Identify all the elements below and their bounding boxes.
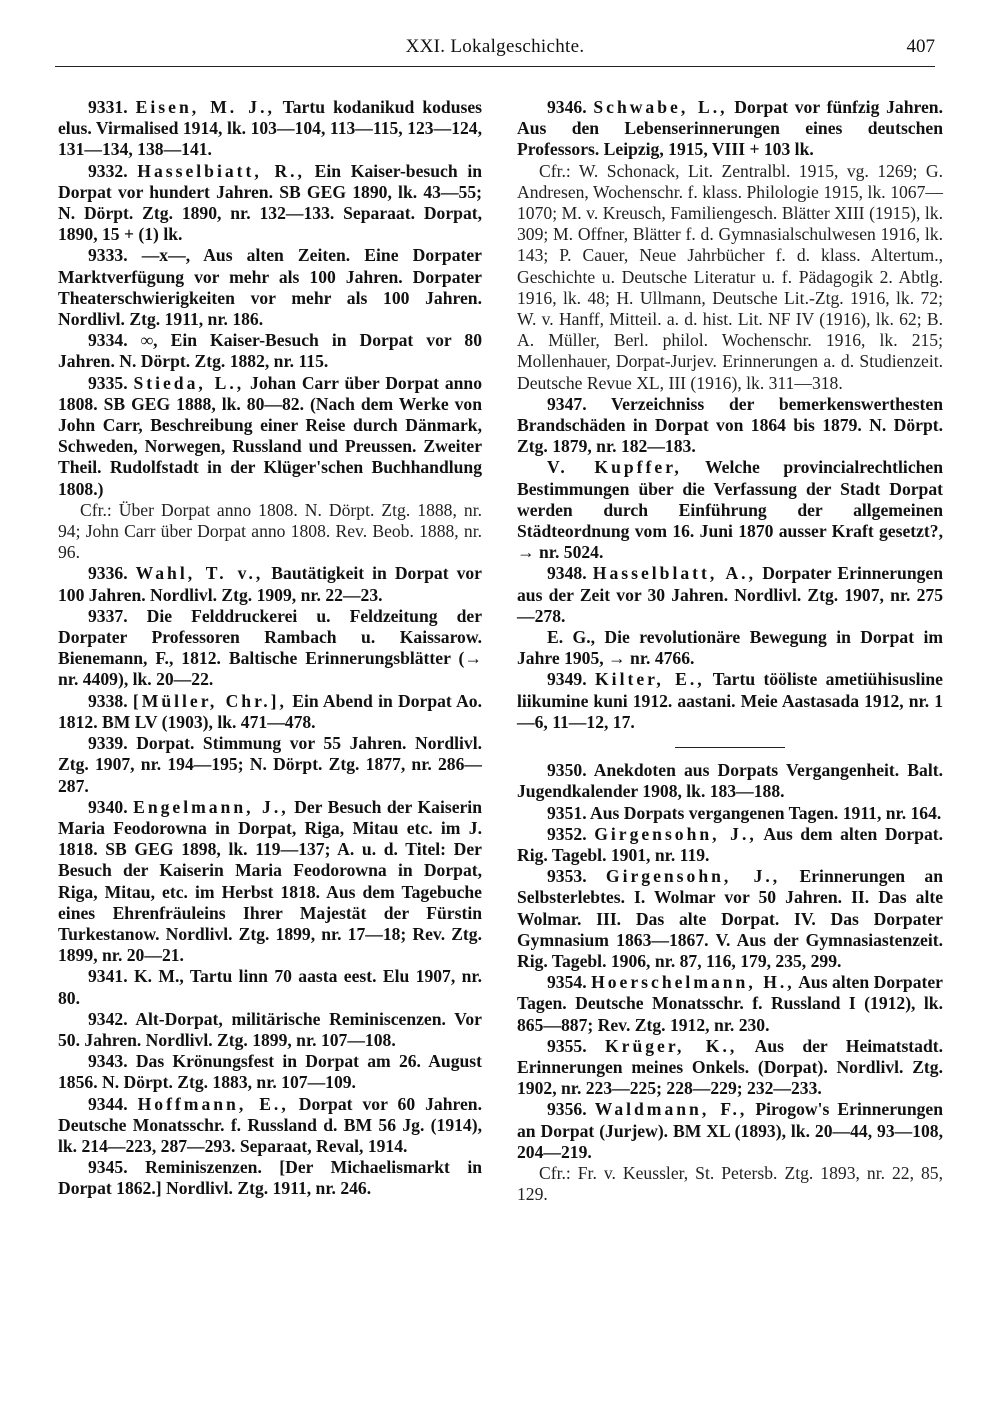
entry-number: 9347. [547,393,587,414]
entry-author: Hasselbiatt, R., [137,160,305,181]
bibliography-entry [58,797,482,967]
entry-number: 9350. [547,760,587,781]
entry-number: 9355. [547,1035,587,1056]
cross-reference: Cfr.: Über Dorpat anno 1808. N. Dörpt. Ztg. 1888, nr. 94; John Carr über Dorpat anno 1808. Rev. Beob. 1888, nr. 96. [58,499,482,563]
entry-text: Aus der Heimatstadt. Erinnerungen meines Onkels. (Dorpat). Nordlivl. Ztg. 1902, nr. 223—225; 228—229; 232—233. [517,1035,943,1099]
bibliography-entry [58,606,482,691]
bibliography-entry [58,563,482,605]
entry-number: 9354. [547,972,587,993]
entry-text: Welche provincialrechtlichen Bestimmungen über die Verfassung der Stadt Dorpat werden durch Einführung der allgemeinen Städteordnung vom 16. Juni 1870 ausser Kraft gesetzt?, → nr. 5024. [517,457,944,563]
entry-text: Dorpater Erinnerungen aus der Zeit vor 30 Jahren. Nordlivl. Ztg. 1907, nr. 275—278. [517,563,944,626]
entry-number: 9340. [88,796,128,817]
entry-text: Aus alten Dorpater Tagen. Deutsche Monatsschr. f. Russland I (1912), lk. 865—887; Rev. Ztg. 1912, nr. 230. [517,972,943,1035]
entry-author: Hasselblatt, A., [592,563,756,584]
entry-author: Schwabe, L., [593,97,728,117]
bibliography-entry [517,394,943,458]
entry-text: E. G., Die revolutionäre Bewegung in Dorpat im Jahre 1905, → nr. 4766. [517,627,943,669]
entry-author: Engelmann, J., [133,796,289,817]
header-rule [55,66,935,67]
bibliography-entry [58,1009,482,1051]
entry-number: 9339. [88,733,128,754]
entry-text: Aus Dorpats vergangenen Tagen. 1911, nr. 164. [590,802,942,823]
entry-text: ∞, Ein Kaiser-Besuch in Dorpat vor 80 Jahren. N. Dörpt. Ztg. 1882, nr. 115. [58,330,483,372]
entry-number: 9336. [88,563,128,584]
entry-author: Wahl, T. v., [135,563,264,584]
bibliography-entry [58,1051,482,1093]
bibliography-entry [517,669,943,733]
entry-text: Reminiszenzen. [Der Michaelismarkt in Dorpat 1862.] Nordlivl. Ztg. 1911, nr. 246. [58,1157,482,1199]
entry-text: Pirogow's Erinnerungen an Dorpat (Jurjew). BM XL (1893), lk. 20—44, 93—108, 204—219. [517,1099,943,1162]
entry-author: Waldmann, F., [594,1099,748,1120]
entry-text: Verzeichniss der bemerkenswerthesten Brandschäden in Dorpat von 1864 bis 1879. N. Dörpt. Ztg. 1879, nr. 182—183. [517,393,943,457]
entry-text: Johan Carr über Dorpat anno 1808. SB GEG 1888, lk. 80—82. (Nach dem Werke von John Carr, Beschreibung einer Reise durch Dänmark, Schweden, Norwegen, Russland und Preussen. Zweiter Theil. Rudolfstadt in der Klüger'schen Buchhandlung 1808.) [58,372,482,499]
entry-number: 9335. [88,372,128,393]
entry-number: 9338. [88,690,128,711]
entry-number: 9341. [88,966,128,987]
bibliography-entry [58,330,482,372]
page-number: 407 [906,36,935,57]
entry-text: Dorpat. Stimmung vor 55 Jahren. Nordlivl. Ztg. 1907, nr. 194—195; N. Dörpt. Ztg. 1877, nr. 286—287. [58,733,482,796]
bibliography-entry [58,966,482,1008]
bibliography-entry [517,803,943,824]
bibliography-entry [517,1036,943,1100]
bibliography-entry [517,760,943,802]
bibliography-entry [517,563,943,627]
entry-author: V. Kupffer, [547,457,682,478]
entry-number: 9356. [547,1099,587,1120]
left-column [58,97,482,1200]
entry-number: 9333. [88,245,128,266]
page-header [55,34,935,64]
entry-text: Ein Kaiser-besuch in Dorpat vor hundert Jahren. SB GEG 1890, lk. 43—55; N. Dörpt. Ztg. 1890, nr. 132—133. Separaat. Dorpat, 1890, 15 + (1) lk. [58,160,482,245]
bibliography-entry [517,1099,943,1163]
bibliography-entry [517,457,943,563]
entry-author: Girgensohn, J., [605,866,781,887]
right-column [517,97,943,1205]
cross-reference: Cfr.: Fr. v. Keussler, St. Petersb. Ztg. 1893, nr. 22, 85, 129. [517,1162,943,1205]
entry-text: Ein Abend in Dorpat Ao. 1812. BM LV (1903), lk. 471—478. [58,690,482,732]
bibliography-entry [58,733,482,797]
bibliography-entry [58,373,482,500]
entry-number: 9344. [88,1093,128,1114]
entry-number: 9353. [547,866,587,887]
entry-number: 9337. [88,605,128,626]
entry-text: Anekdoten aus Dorpats Vergangenheit. Balt. Jugendkalender 1908, lk. 183—188. [517,760,943,802]
bibliography-entry [58,245,482,330]
entry-author: Stieda, L., [133,372,245,393]
entry-text: Bautätigkeit in Dorpat vor 100 Jahren. Nordlivl. Ztg. 1909, nr. 22—23. [58,563,482,605]
entry-text: Dorpat vor fünfzig Jahren. Aus den Lebenserinnerungen eines deutschen Professors. Leipzig, 1915, VIII + 103 lk. [517,97,943,160]
bibliography-entry [517,866,943,972]
entry-number: 9346. [547,97,587,117]
entry-author: Hoffmann, E., [137,1093,289,1114]
bibliography-entry [58,1157,482,1199]
cross-reference: Cfr.: W. Schonack, Lit. Zentralbl. 1915, vg. 1269; G. Andresen, Wochenschr. f. klass. Philologie 1915, lk. 1067—1070; M. v. Kreusch, Familiengesch. Blätter XIII (1915), lk. 309; M. Offner, Blätter f. d. Gymnasialschulwesen 1916, lk. 143; P. Cauer, Neue Jahrbücher f. d. klass. Altertum., Geschichte u. Deutsche Literatur u. f. Pädagogik 2. Abtlg. 1916, lk. 48; H. Ullmann, Deutsche Lit.-Ztg. 1916, lk. 72; W. v. Hanff, Mitteil. a. d. hist. Lit. NF IV (1916), lk. 62; B. A. Müller, Berl. philol. Wochenschr. 1916, lk. 215; Mollenhauer, Dorpat-Jurjev. Erinnerungen a. d. Studienzeit. Deutsche Revue XL, III (1916), lk. 311—318. [517,160,943,393]
entry-text: Tartu tööliste ametiühisusline liikumine kuni 1912. aastani. Meie Aastasada 1912, nr. 1—6, 11—12, 17. [517,669,943,732]
running-title: XXI. Lokalgeschichte. [405,36,585,57]
bibliography-entry [517,97,943,161]
bibliography-entry [517,627,943,669]
entry-author: Eisen, M. J., [135,97,275,117]
entry-number: 9342. [88,1008,128,1029]
entry-number: 9331. [88,97,128,117]
entry-number: 9348. [547,563,587,584]
section-divider [675,747,785,748]
entry-text: Das Krönungsfest in Dorpat am 26. August 1856. N. Dörpt. Ztg. 1883, nr. 107—109. [58,1051,482,1093]
entry-number: 9351. [547,802,587,823]
entry-text: Die Felddruckerei u. Feldzeitung der Dorpater Professoren Rambach u. Kaissarow. Bienemann, F., 1812. Baltische Erinnerungsblätter (→ nr. 4409), lk. 20—22. [58,605,482,690]
entry-text: Der Besuch der Kaiserin Maria Feodorowna in Dorpat, Riga, Mitau etc. im J. 1818. SB GEG 1898, lk. 119—137; A. u. d. Titel: Der Besuch der Kaiserin Maria Feodorowna in Dorpat, Riga, Mitau, etc. im Herbst 1818. Aus dem Tagebuche eines Ehrenfräuleins Ihrer Majestät der Fürstin Turkestanow. Nordlivl. Ztg. 1899, nr. 17—18; Rev. Ztg. 1899, nr. 20—21. [58,796,482,966]
bibliography-entry [58,691,482,733]
entry-author: Hoerschelmann, H., [591,972,795,993]
bibliography-entry [58,97,482,161]
entry-text: Alt-Dorpat, militärische Reminiscenzen. Vor 50. Jahren. Nordlivl. Ztg. 1899, nr. 107—108. [58,1008,482,1050]
entry-number: 9332. [88,160,128,181]
entry-author: Krüger, K., [604,1035,738,1056]
entry-number: 9343. [88,1051,128,1072]
bibliography-entry [58,1094,482,1158]
entry-text: Tartu kodanikud koduses elus. Virmalised 1914, lk. 103—104, 113—115, 123—124, 131—134, 138—141. [58,97,482,160]
entry-text: Aus dem alten Dorpat. Rig. Tagebl. 1901, nr. 119. [517,823,943,865]
bibliography-entry [517,972,943,1036]
entry-number: 9349. [547,669,587,690]
entry-text: Erinnerungen an Selbsterlebtes. I. Wolmar vor 50 Jahren. II. Das alte Wolmar. III. Das alte Dorpat. IV. Das Dorpater Gymnasium 1863—1867. V. Aus der Gymnasiastenzeit. Rig. Tagebl. 1906, nr. 87, 116, 179, 235, 299. [517,866,943,971]
bibliography-entry [58,161,482,246]
entry-author: Kilter, E., [595,669,705,690]
entry-author: [Müller, Chr.], [132,690,287,711]
entry-text: Dorpat vor 60 Jahren. Deutsche Monatsschr. f. Russland d. BM 56 Jg. (1914), lk. 214—223, 287—293. Separaat, Reval, 1914. [58,1093,482,1156]
entry-number: 9345. [88,1157,128,1178]
entry-number: 9352. [547,823,587,844]
entry-author: Girgensohn, J., [594,823,757,844]
entry-number: 9334. [88,330,128,351]
bibliography-entry [517,824,943,866]
entry-text: K. M., Tartu linn 70 aasta eest. Elu 1907, nr. 80. [58,966,482,1008]
entry-text: —x—, Aus alten Zeiten. Eine Dorpater Marktverfügung vor mehr als 100 Jahren. Dorpater Theaterschwierigkeiten vor mehr als 100 Jahren. Nordlivl. Ztg. 1911, nr. 186. [58,245,482,330]
